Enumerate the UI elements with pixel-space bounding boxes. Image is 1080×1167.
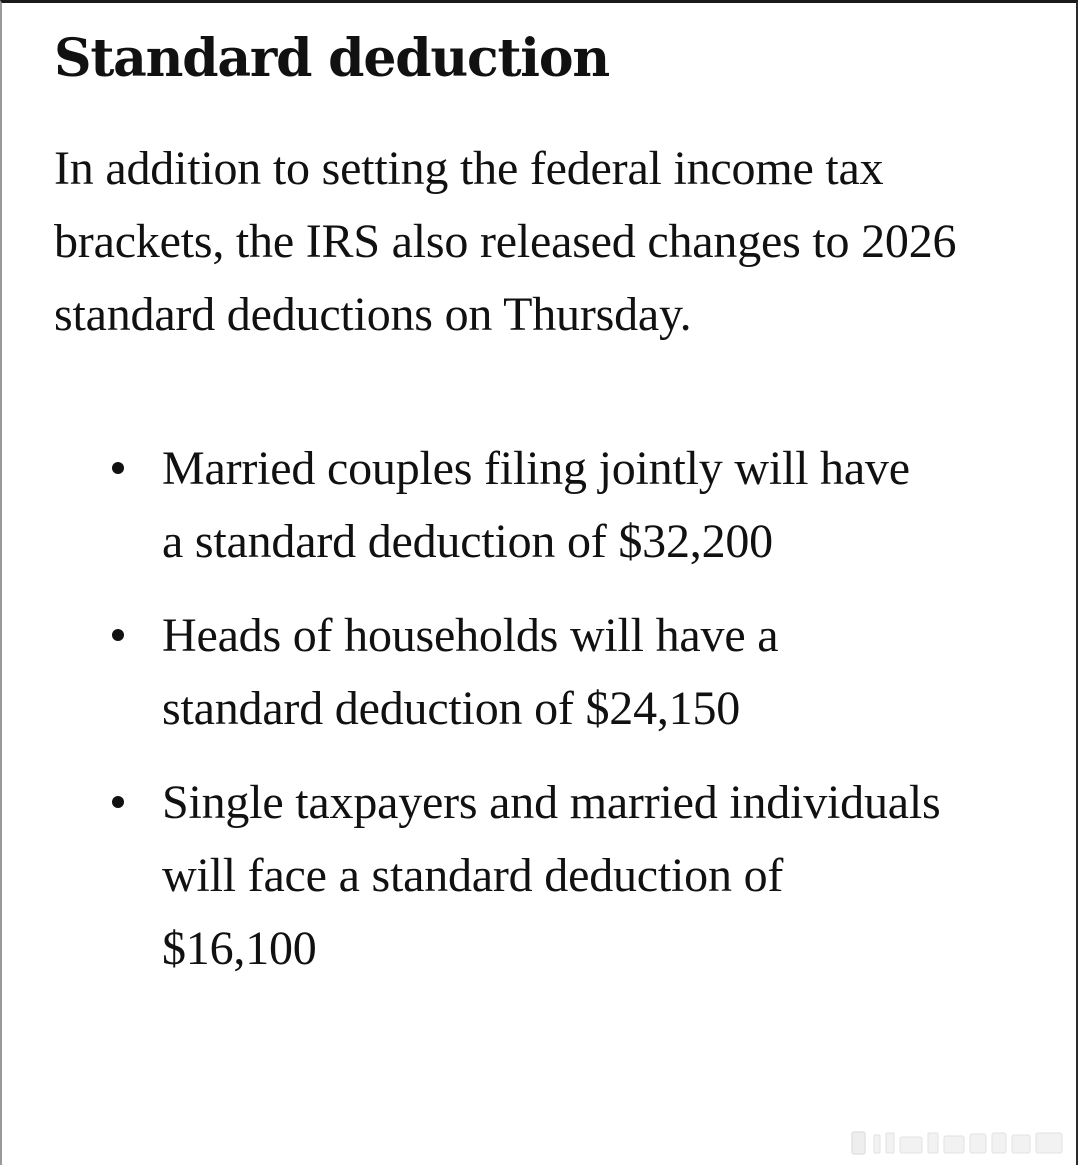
list-item <box>54 599 942 745</box>
bullet-icon <box>112 796 124 808</box>
deduction-list <box>54 432 1014 985</box>
intro-paragraph: In addition to setting the federal income tax brackets, the IRS also released changes to 2026 standard deductions on Thursday. <box>54 142 957 342</box>
bullet-icon <box>112 462 124 474</box>
article-section <box>54 28 1014 985</box>
section-heading: Standard deduction <box>54 28 609 89</box>
watermark-icon <box>850 1127 1066 1159</box>
bullet-icon <box>112 629 124 641</box>
list-item-text: Single taxpayers and married individuals will face a standard deduction of $16,100 <box>162 776 941 976</box>
list-item-text: Heads of households will have a standard deduction of $24,150 <box>162 609 779 736</box>
list-item-text: Married couples filing jointly will have a standard deduction of $32,200 <box>162 442 910 569</box>
list-item <box>54 766 942 985</box>
list-item <box>54 432 942 578</box>
